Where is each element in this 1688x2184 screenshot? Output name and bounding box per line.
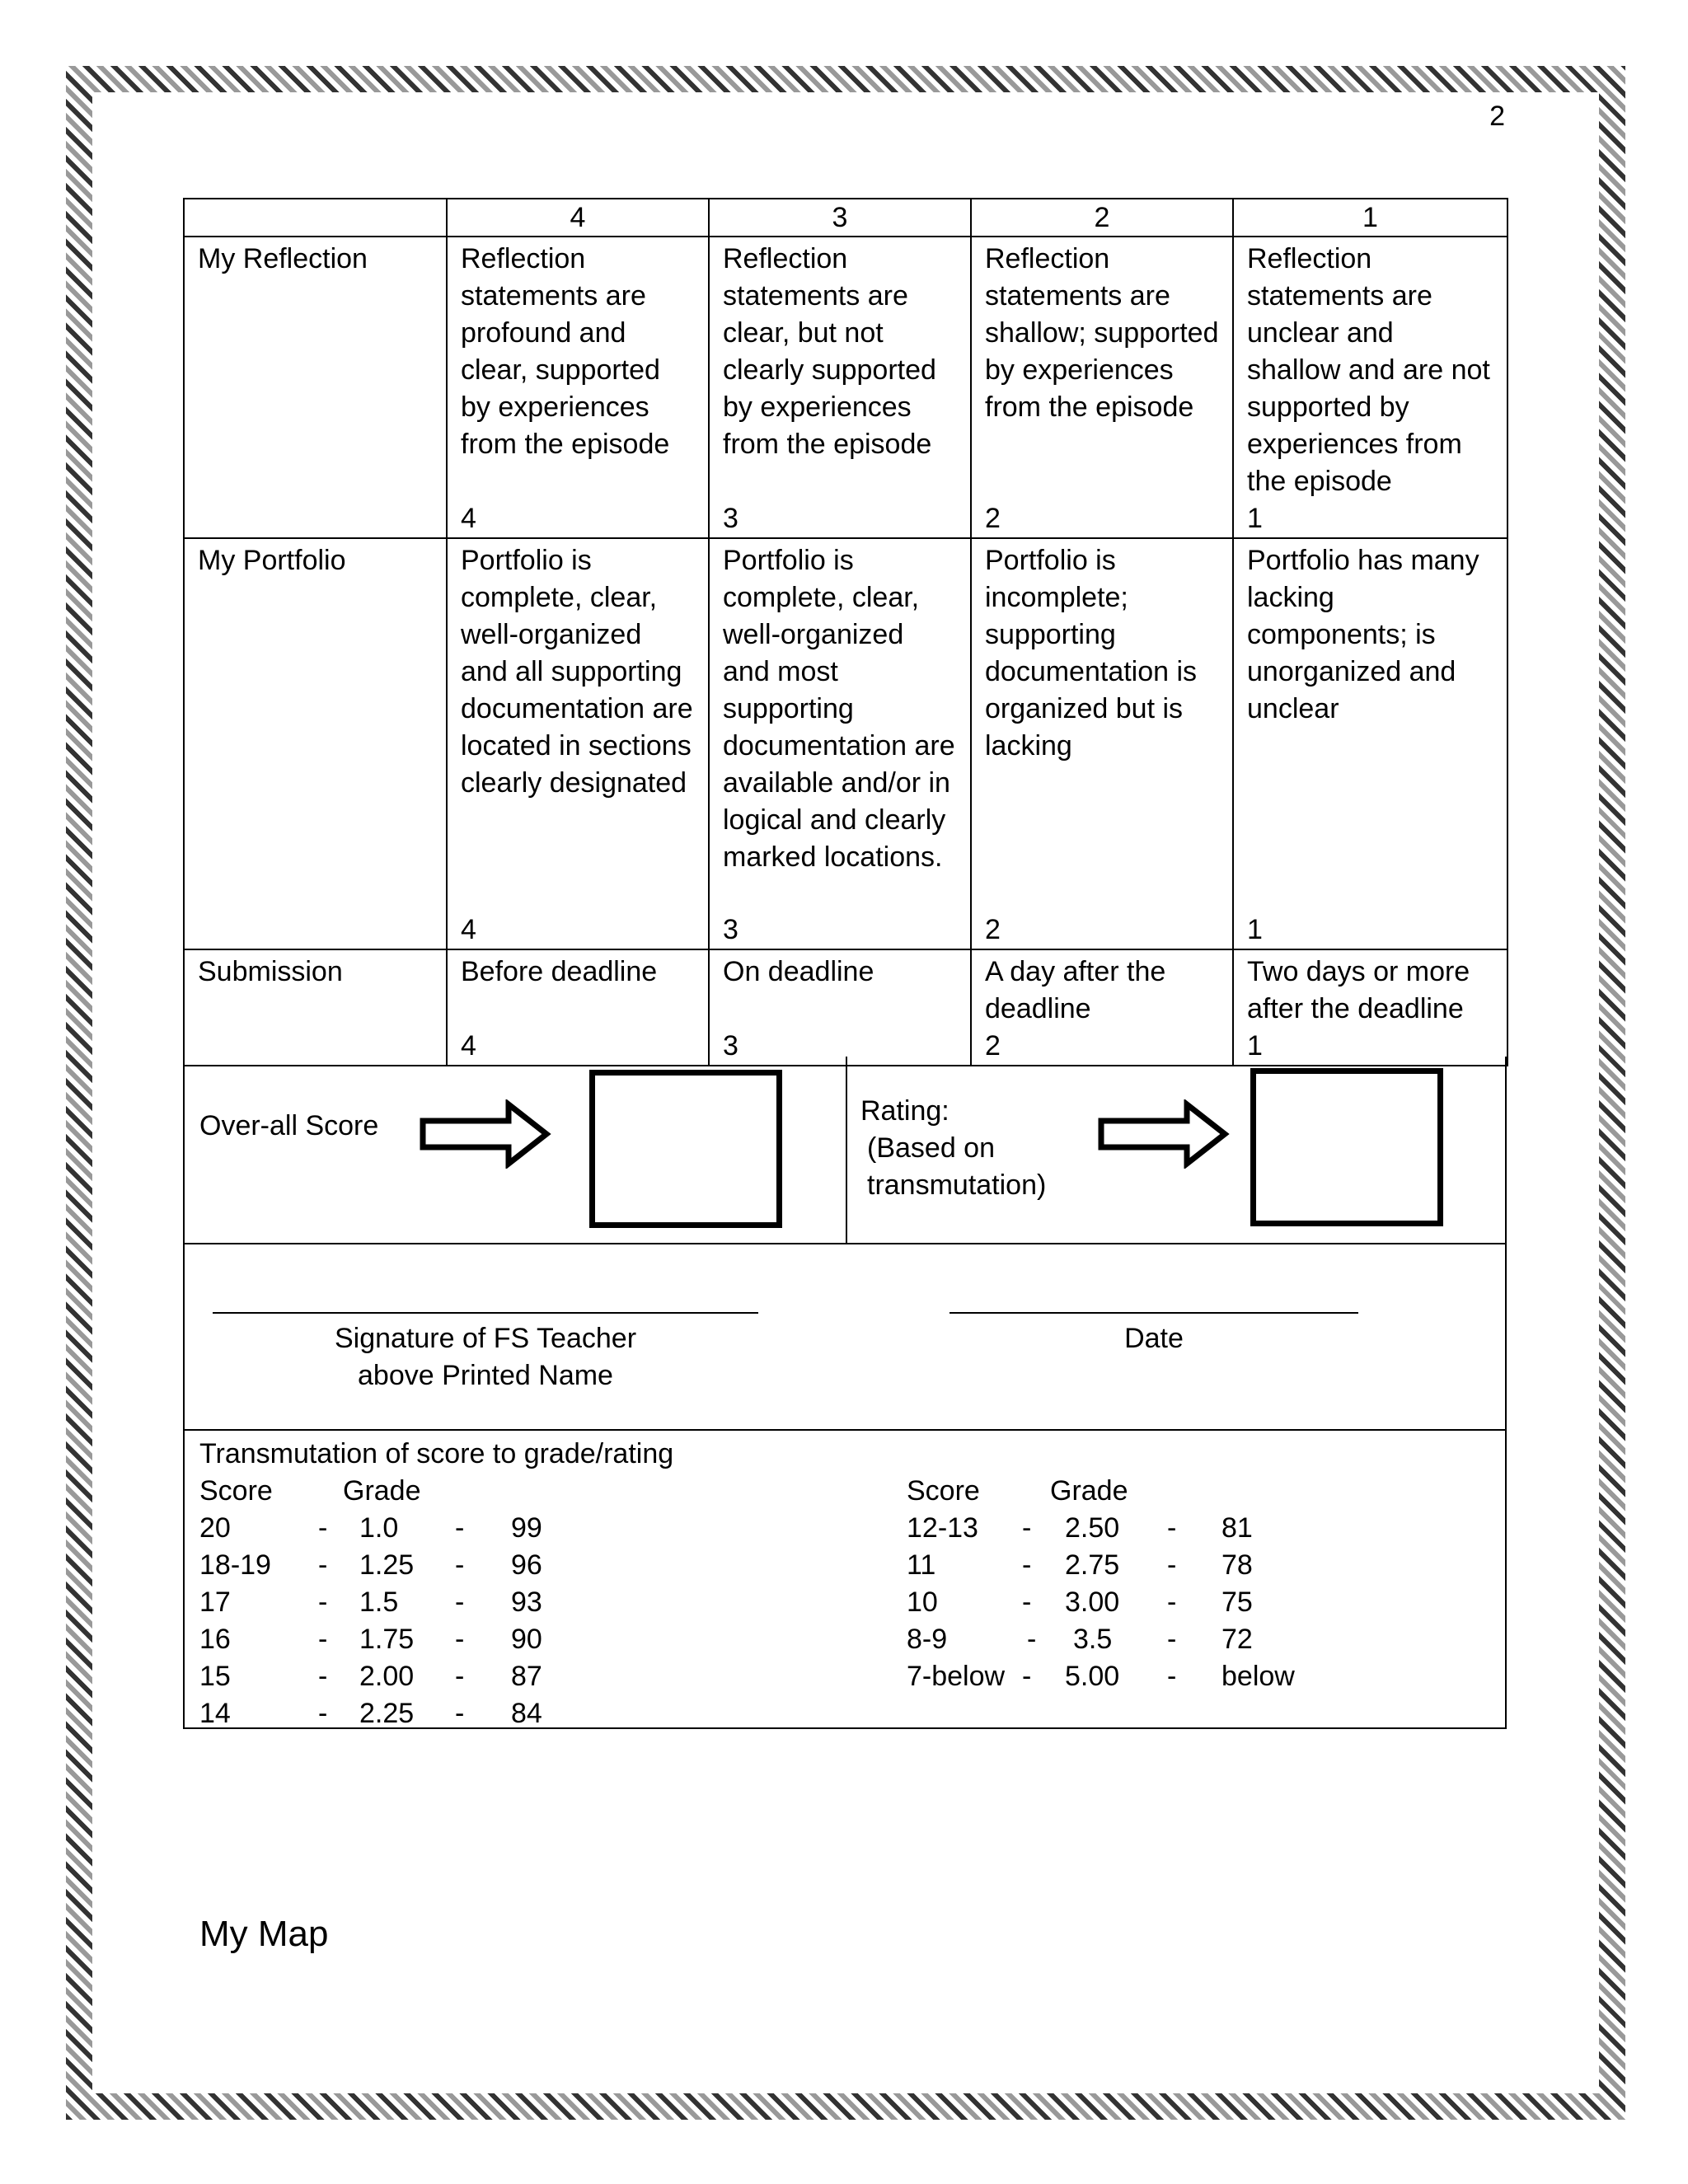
rubric-table [183,198,1508,1066]
cell-score: 4 [461,1030,476,1062]
rating-value: 87 [511,1661,542,1692]
table-row [907,1658,1299,1695]
rubric-header-row [184,199,1507,237]
rubric-header-1: 1 [1233,199,1507,237]
cell-text: Before deadline [461,956,658,987]
cell-score: 4 [461,503,476,534]
score-value: 17 [199,1586,231,1618]
date-caption: Date [1124,1323,1184,1354]
rubric-header-4: 4 [447,199,709,237]
portfolio-cell-2 [971,538,1233,949]
table-row [199,1658,564,1695]
dash: - [318,1661,328,1692]
score-value: 8-9 [907,1624,948,1655]
cell-text: Reflection statements are unclear and shallow and are not supported by experiences from the episode [1247,243,1490,497]
rating-value: 84 [511,1698,542,1729]
rating-value: below [1221,1661,1295,1692]
cell-text: Reflection statements are profound and clear, supported by experiences from the episode [461,243,670,460]
submission-cell-2 [971,949,1233,1066]
cell-text: A day after the deadline [985,956,1166,1024]
row-label-reflection: My Reflection [184,237,447,538]
dash: - [1022,1661,1032,1692]
rating-box[interactable] [1250,1068,1443,1226]
score-value: 20 [199,1512,231,1544]
table-row [199,1547,564,1584]
reflection-cell-2 [971,237,1233,538]
transmutation-title: Transmutation of score to grade/rating [199,1438,674,1469]
dash: - [455,1661,465,1692]
cell-text: Portfolio is complete, clear, well-organized and all supporting documentation are located in sections clearly designated [461,545,693,799]
dash: - [1167,1586,1177,1618]
table-row [907,1621,1299,1658]
cell-text: Two days or more after the deadline [1247,956,1470,1024]
signature-line[interactable] [213,1312,758,1314]
right-arrow-icon [1098,1099,1230,1169]
score-value: 14 [199,1698,231,1729]
grade-header: Grade [343,1475,421,1507]
dash: - [1167,1512,1177,1544]
cell-text: Reflection statements are shallow; supported by experiences from the episode [985,243,1219,423]
rating-value: 99 [511,1512,542,1544]
grade-value: 2.00 [359,1661,415,1692]
cell-text: Reflection statements are clear, but not clearly supported by experiences from the episode [723,243,936,460]
grade-value: 1.25 [359,1549,415,1581]
signature-section [183,1243,1507,1431]
rating-value: 93 [511,1586,542,1618]
dash: - [455,1586,465,1618]
dash: - [1167,1624,1177,1655]
signature-caption-line2: above Printed Name [358,1360,613,1391]
grade-value: 2.25 [359,1698,415,1729]
rubric-row-portfolio [184,538,1507,949]
table-row [199,1473,564,1510]
dash: - [455,1512,465,1544]
score-value: 18-19 [199,1549,271,1581]
cell-text: Portfolio is complete, clear, well-organized and most supporting documentation are available and/or in logical and clearly marked locations. [723,545,955,873]
table-row [907,1473,1299,1510]
grade-header: Grade [1050,1475,1128,1507]
score-value: 11 [907,1549,936,1581]
dash: - [1167,1549,1177,1581]
signature-caption-line1: Signature of FS Teacher [334,1323,637,1354]
submission-cell-1 [1233,949,1507,1066]
page-number: 2 [1489,101,1505,132]
table-row [199,1584,564,1621]
rating-value: 78 [1221,1549,1253,1581]
submission-cell-4 [447,949,709,1066]
rating-value: 72 [1221,1624,1253,1655]
table-row [199,1621,564,1658]
dash: - [1167,1661,1177,1692]
cell-score: 1 [1247,914,1263,945]
dash: - [318,1624,328,1655]
rating-note-line2: transmutation) [867,1169,1047,1201]
dash: - [1022,1586,1032,1618]
reflection-cell-3 [709,237,971,538]
cell-score: 4 [461,914,476,945]
score-value: 15 [199,1661,231,1692]
rubric-header-2: 2 [971,199,1233,237]
dash: - [1027,1624,1037,1655]
table-row [199,1695,564,1732]
grade-value: 1.75 [359,1624,415,1655]
rating-note-line1: (Based on [867,1132,995,1164]
my-map-heading: My Map [199,1914,329,1954]
transmutation-section [183,1429,1507,1729]
dash: - [318,1698,328,1729]
cell-score: 2 [985,503,1001,534]
table-row [907,1547,1299,1584]
dash: - [455,1549,465,1581]
grade-value: 2.50 [1065,1512,1120,1544]
score-section [183,1057,1507,1244]
score-header: Score [907,1475,980,1507]
grade-value: 1.0 [359,1512,399,1544]
table-row [199,1510,564,1547]
table-row [907,1584,1299,1621]
table-row [907,1510,1299,1547]
cell-text: Portfolio has many lacking components; is unorganized and unclear [1247,545,1479,724]
reflection-cell-4 [447,237,709,538]
cell-score: 1 [1247,1030,1263,1062]
dash: - [1022,1512,1032,1544]
cell-text: Portfolio is incomplete; supporting documentation is organized but is lacking [985,545,1198,762]
cell-score: 1 [1247,503,1263,534]
row-label-submission: Submission [184,949,447,1066]
grade-value: 2.75 [1065,1549,1120,1581]
rating-label: Rating: [860,1095,950,1127]
cell-score: 3 [723,503,738,534]
portfolio-cell-3 [709,538,971,949]
cell-score: 2 [985,914,1001,945]
grade-value: 5.00 [1065,1661,1120,1692]
reflection-cell-1 [1233,237,1507,538]
dash: - [455,1624,465,1655]
grade-value: 3.00 [1065,1586,1120,1618]
dash: - [318,1512,328,1544]
submission-cell-3 [709,949,971,1066]
dash: - [455,1698,465,1729]
rubric-header-blank [184,199,447,237]
cell-text: On deadline [723,956,874,987]
rubric-row-reflection [184,237,1507,538]
rating-value: 96 [511,1549,542,1581]
grade-value: 1.5 [359,1586,399,1618]
portfolio-cell-4 [447,538,709,949]
rating-value: 90 [511,1624,542,1655]
dash: - [318,1549,328,1581]
transmutation-table-right [907,1473,1299,1695]
cell-score: 2 [985,1030,1001,1062]
transmutation-table-left [199,1473,564,1732]
score-value: 12-13 [907,1512,978,1544]
rubric-row-submission [184,949,1507,1066]
score-divider [846,1057,847,1243]
cell-score: 3 [723,1030,738,1062]
rating-value: 75 [1221,1586,1253,1618]
row-label-portfolio: My Portfolio [184,538,447,949]
grade-value: 3.5 [1073,1624,1113,1655]
portfolio-cell-1 [1233,538,1507,949]
right-arrow-icon [420,1099,551,1169]
date-line[interactable] [950,1312,1358,1314]
cell-score: 3 [723,914,738,945]
rating-value: 81 [1221,1512,1253,1544]
dash: - [1022,1549,1032,1581]
dash: - [318,1586,328,1618]
overall-score-label: Over-all Score [199,1110,379,1141]
score-value: 16 [199,1624,231,1655]
score-value: 7-below [907,1661,1006,1692]
overall-score-box[interactable] [589,1070,782,1228]
rubric-header-3: 3 [709,199,971,237]
score-value: 10 [907,1586,938,1618]
score-header: Score [199,1475,273,1507]
